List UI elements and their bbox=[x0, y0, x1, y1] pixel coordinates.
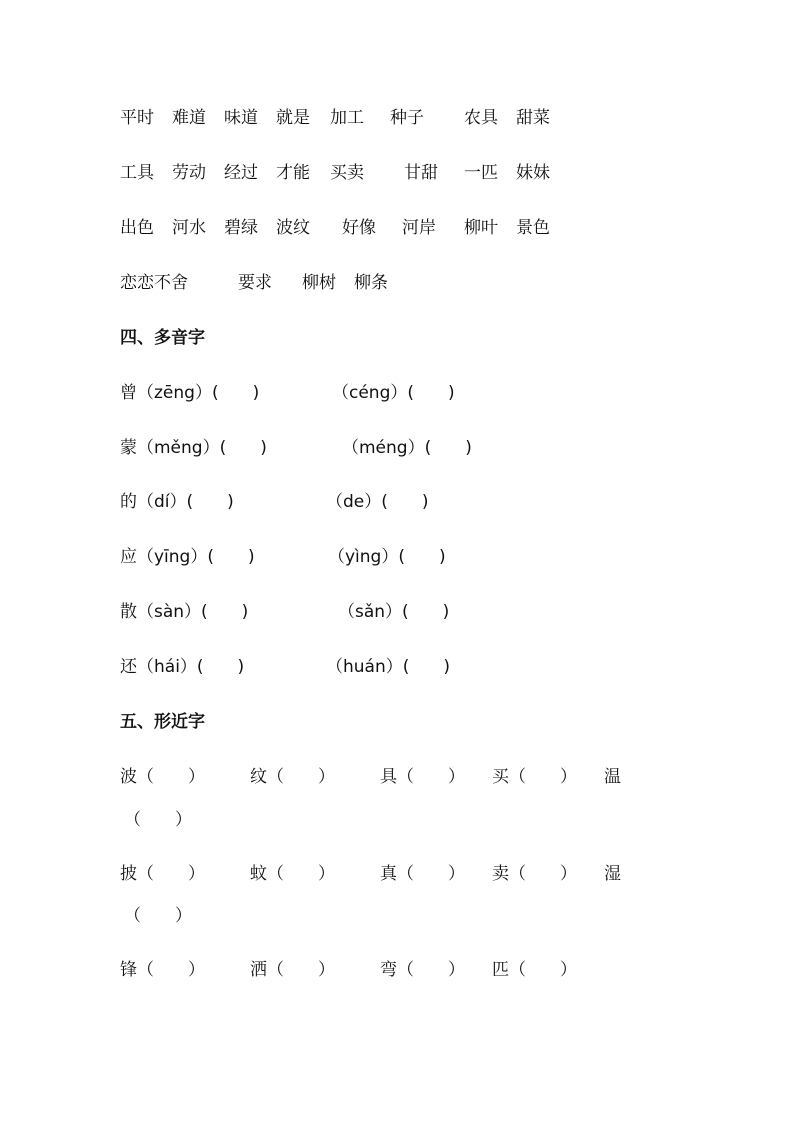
vocab-word: 难道 bbox=[172, 108, 206, 128]
vocab-word: 才能 bbox=[276, 163, 310, 183]
vocab-word: 出色 bbox=[120, 218, 154, 238]
similar-char-item: 洒（ ） bbox=[250, 960, 335, 980]
vocab-word: 甘甜 bbox=[404, 163, 438, 183]
polyphonic-reading-b: （sǎn）( ) bbox=[338, 602, 450, 622]
vocab-word: 好像 bbox=[342, 218, 376, 238]
vocab-word: 河岸 bbox=[402, 218, 436, 238]
similar-char-item: 真（ ） bbox=[380, 864, 465, 884]
similar-char-item: 披（ ） bbox=[120, 864, 205, 884]
vocab-word: 柳树 bbox=[302, 273, 336, 293]
vocab-word: 加工 bbox=[330, 108, 364, 128]
vocab-word: 碧绿 bbox=[224, 218, 258, 238]
similar-char-item: 温 bbox=[604, 767, 621, 787]
vocab-word: 就是 bbox=[276, 108, 310, 128]
vocab-word: 种子 bbox=[390, 108, 424, 128]
polyphonic-reading-b: （céng）( ) bbox=[332, 383, 455, 403]
vocab-word: 平时 bbox=[120, 108, 154, 128]
similar-char-item: 弯（ ） bbox=[380, 960, 465, 980]
similar-char-item: 卖（ ） bbox=[492, 864, 577, 884]
vocab-word: 河水 bbox=[172, 218, 206, 238]
polyphonic-reading-a: 还（hái）( ) bbox=[120, 657, 245, 677]
vocab-word: 劳动 bbox=[172, 163, 206, 183]
vocab-word: 经过 bbox=[224, 163, 258, 183]
vocab-word: 景色 bbox=[516, 218, 550, 238]
similar-char-item: 锋（ ） bbox=[120, 960, 205, 980]
vocab-word: 恋恋不舍 bbox=[120, 273, 188, 293]
vocab-word: 柳条 bbox=[354, 273, 388, 293]
similar-char-item: 蚊（ ） bbox=[250, 864, 335, 884]
similar-char-item: 具（ ） bbox=[380, 767, 465, 787]
polyphonic-reading-b: （méng）( ) bbox=[342, 438, 472, 458]
similar-row-wrap: （ ） bbox=[124, 810, 192, 830]
vocab-word: 农具 bbox=[464, 108, 498, 128]
vocab-word: 甜菜 bbox=[516, 108, 550, 128]
similar-char-item: 买（ ） bbox=[492, 767, 577, 787]
vocab-word: 工具 bbox=[120, 163, 154, 183]
polyphonic-reading-b: （yìng）( ) bbox=[328, 547, 446, 567]
vocab-word: 柳叶 bbox=[464, 218, 498, 238]
similar-char-item: 纹（ ） bbox=[250, 767, 335, 787]
vocab-word: 波纹 bbox=[276, 218, 310, 238]
polyphonic-reading-a: 曾（zēng）( ) bbox=[120, 383, 260, 403]
polyphonic-reading-a: 的（dí）( ) bbox=[120, 492, 234, 512]
section-title-similar-chars: 五、形近字 bbox=[120, 712, 205, 732]
polyphonic-reading-b: （huán）( ) bbox=[326, 657, 451, 677]
vocab-word: 要求 bbox=[238, 273, 272, 293]
vocab-word: 味道 bbox=[224, 108, 258, 128]
section-title-polyphonic: 四、多音字 bbox=[120, 328, 205, 348]
polyphonic-reading-a: 蒙（měng）( ) bbox=[120, 438, 267, 458]
similar-char-item: 匹（ ） bbox=[492, 960, 577, 980]
vocab-word: 买卖 bbox=[330, 163, 364, 183]
polyphonic-reading-a: 应（yīng）( ) bbox=[120, 547, 255, 567]
similar-row-wrap: （ ） bbox=[124, 906, 192, 926]
vocab-word: 一匹 bbox=[464, 163, 498, 183]
polyphonic-reading-b: （de）( ) bbox=[326, 492, 429, 512]
vocab-word: 妹妹 bbox=[516, 163, 550, 183]
similar-char-item: 湿 bbox=[604, 864, 621, 884]
polyphonic-reading-a: 散（sàn）( ) bbox=[120, 602, 249, 622]
similar-char-item: 波（ ） bbox=[120, 767, 205, 787]
